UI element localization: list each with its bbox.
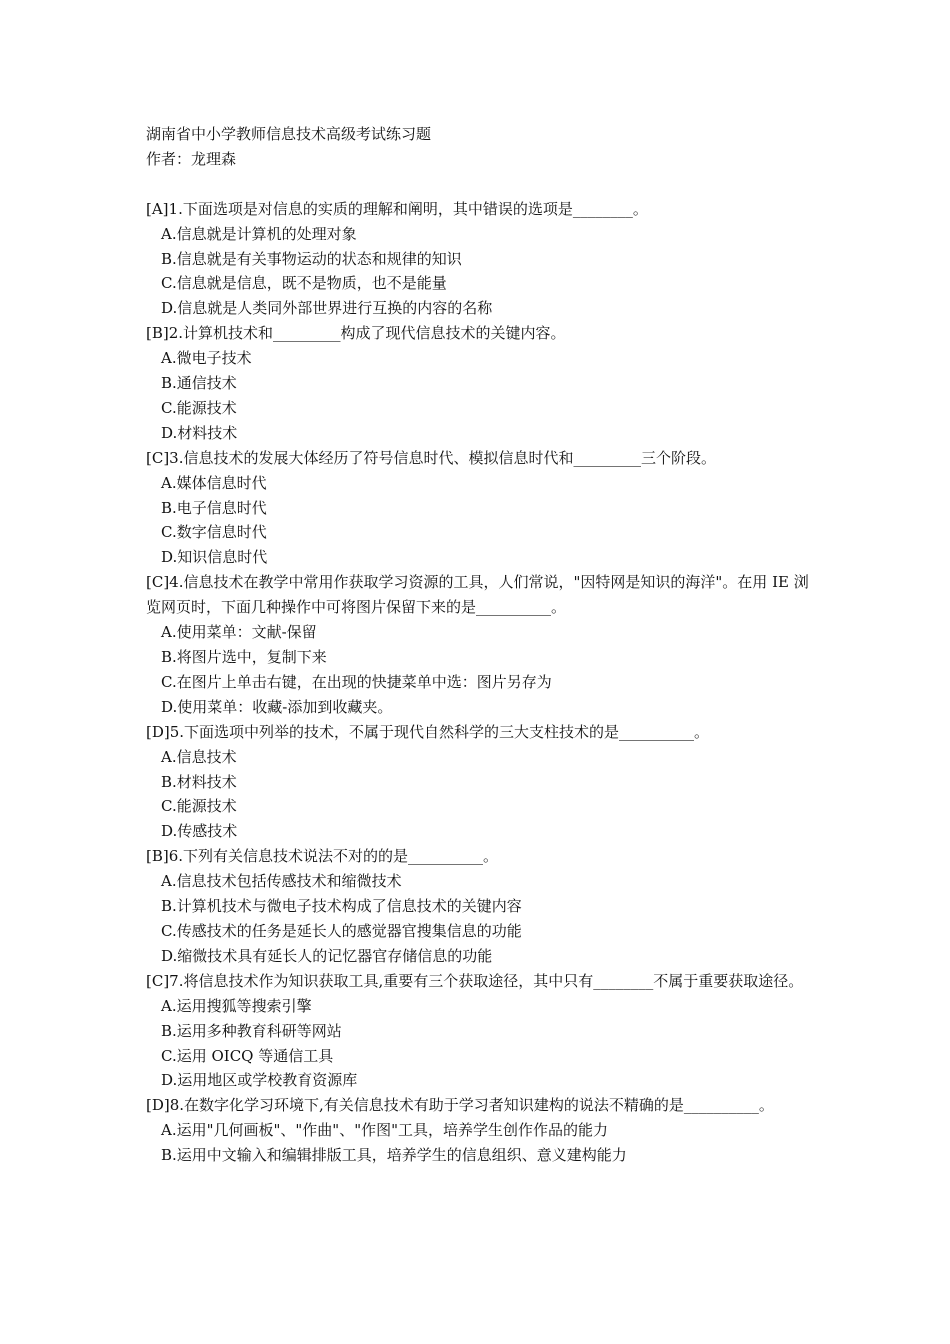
document-title: 湖南省中小学教师信息技术高级考试练习题	[146, 125, 432, 143]
option-b: B.计算机技术与微电子技术构成了信息技术的关键内容	[161, 897, 522, 916]
question-8	[146, 1093, 816, 1168]
option-b: B.运用多种教育科研等网站	[161, 1021, 342, 1040]
option-a: A.运用"几何画板"、"作曲"、"作图"工具，培养学生创作作品的能力	[161, 1121, 608, 1140]
option-d: D.缩微技术具有延长人的记忆器官存储信息的功能	[161, 946, 493, 965]
option-c: C.能源技术	[161, 797, 237, 816]
option-d: D.知识信息时代	[161, 548, 268, 567]
option-b: B.将图片选中，复制下来	[161, 648, 327, 667]
option-a: A.信息就是计算机的处理对象	[161, 224, 357, 243]
option-a: A.信息技术包括传感技术和缩微技术	[161, 872, 402, 891]
question-stem: [B]2.计算机技术和_________构成了现代信息技术的关键内容。	[146, 324, 566, 343]
option-d: D.传感技术	[161, 822, 238, 841]
option-b: B.信息就是有关事物运动的状态和规律的知识	[161, 249, 462, 268]
question-4	[146, 570, 816, 719]
question-stem: [D]8.在数字化学习环境下,有关信息技术有助于学习者知识建构的说法不精确的是__________。	[146, 1096, 774, 1115]
option-a: A.微电子技术	[161, 349, 252, 368]
question-stem: [C]7.将信息技术作为知识获取工具,重要有三个获取途径，其中只有________不属于重要获取途径。	[146, 971, 804, 990]
option-c: C.运用 OICQ 等通信工具	[161, 1046, 334, 1065]
option-d: D.材料技术	[161, 423, 238, 442]
question-5	[146, 720, 816, 845]
question-stem: [D]5.下面选项中列举的技术，不属于现代自然科学的三大支柱技术的是__________。	[146, 722, 710, 741]
question-stem: [C]3.信息技术的发展大体经历了符号信息时代、模拟信息时代和_________三个阶段。	[146, 448, 716, 467]
option-c: C.信息就是信息，既不是物质，也不是能量	[161, 274, 447, 293]
option-a: A.信息技术	[161, 747, 237, 766]
option-c: C.传感技术的任务是延长人的感觉器官搜集信息的功能	[161, 921, 522, 940]
question-stem: [A]1.下面选项是对信息的实质的理解和阐明，其中错误的选项是________。	[146, 199, 648, 218]
option-b: B.电子信息时代	[161, 498, 267, 517]
option-c: C.在图片上单击右键，在出现的快捷菜单中选：图片另存为	[161, 672, 552, 691]
document-author: 作者：龙理森	[146, 149, 237, 168]
option-c: C.能源技术	[161, 398, 237, 417]
question-1	[146, 197, 816, 322]
option-a: A.使用菜单：文献-保留	[161, 623, 317, 642]
question-stem: [C]4.信息技术在教学中常用作获取学习资源的工具，人们常说，"因特网是知识的海洋"。在用 IE 浏览网页时，下面几种操作中可将图片保留下来的是__________。	[146, 573, 809, 617]
question-2	[146, 321, 816, 446]
option-a: A.运用搜狐等搜索引擎	[161, 996, 312, 1015]
option-d: D.使用菜单：收藏-添加到收藏夹。	[161, 697, 393, 716]
option-b: B.通信技术	[161, 374, 237, 393]
option-a: A.媒体信息时代	[161, 473, 267, 492]
question-3	[146, 446, 816, 571]
option-c: C.数字信息时代	[161, 523, 267, 542]
option-b: B.材料技术	[161, 772, 237, 791]
document-page	[146, 122, 816, 1168]
option-b: B.运用中文输入和编辑排版工具，培养学生的信息组织、意义建构能力	[161, 1146, 627, 1165]
question-6	[146, 844, 816, 969]
question-stem: [B]6.下列有关信息技术说法不对的的是__________。	[146, 847, 499, 866]
question-7	[146, 969, 816, 1094]
option-d: D.运用地区或学校教育资源库	[161, 1071, 358, 1090]
blank-line	[146, 172, 816, 197]
option-d: D.信息就是人类同外部世界进行互换的内容的名称	[161, 299, 493, 318]
